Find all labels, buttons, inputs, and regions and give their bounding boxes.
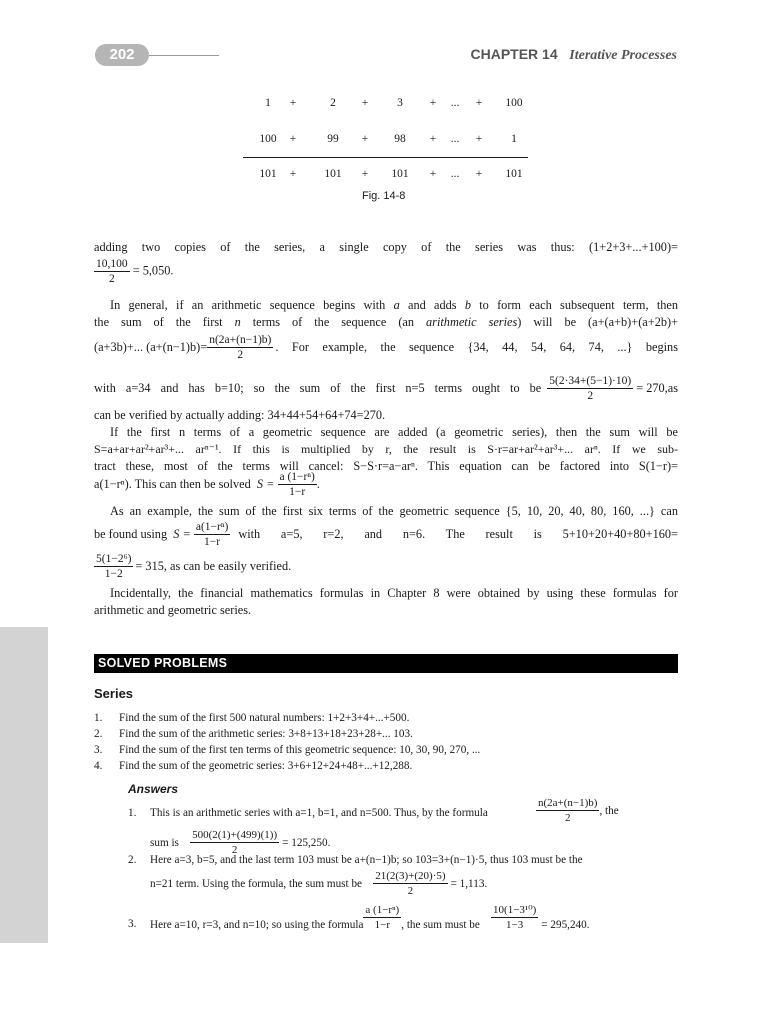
answer-2-text: Here a=3, b=5, and the last term 103 must be a+(n−1)b; so 103=3+(n−1)·5, thus 103 must be the xyxy=(150,854,583,866)
figure-cell: + xyxy=(289,97,297,109)
answer-1-formula: $\frac{n(2a+(n-1)b)}{2}$ , the xyxy=(538,797,619,824)
paragraph-2-line-5: can be verified by actually adding: 34+44+54+64+74=270. xyxy=(94,408,386,422)
figure-cell: ... xyxy=(450,97,460,109)
answer-3-number: 3. xyxy=(128,918,137,930)
figure-cell: 100 xyxy=(259,133,277,145)
figure-cell: + xyxy=(475,168,483,180)
figure-cell: 100 xyxy=(505,97,523,109)
paragraph-4-line-1: As an example, the sum of the first six terms of the geometric sequence {5, 10, 20, 40, 80, 160, ...} can xyxy=(110,504,678,518)
header-rule xyxy=(149,55,219,56)
answers-heading: Answers xyxy=(128,782,179,796)
figure-sum-rule xyxy=(243,157,528,158)
figure-cell: 1 xyxy=(265,97,271,109)
figure-cell: 99 xyxy=(327,133,339,145)
arithmetic-sum-fraction: $\frac{n(2a+(n-1)b)}{2}$ xyxy=(209,334,272,361)
figure-cell: + xyxy=(361,97,369,109)
figure-cell: ... xyxy=(450,133,460,145)
solved-problems-title: SOLVED PROBLEMS xyxy=(98,656,228,670)
side-thumb-tab xyxy=(0,627,48,943)
chapter-title: Iterative Processes xyxy=(569,48,677,63)
paragraph-2-line-4: with a=34 and has b=10; so the sum of the first n=5 terms ought to be $\frac{5(2\cdot 34+(5-1)\cdot 10)}{2}$ = 270, as xyxy=(94,375,678,402)
geometric-formula-fraction: $\frac{\text{a(1−rⁿ)}}{1-r}$ xyxy=(195,521,229,548)
geometric-sum-fraction: $\frac{\text{a (1−rⁿ)}}{1-r}$ xyxy=(279,471,315,498)
figure-cell: 2 xyxy=(330,97,336,109)
paragraph-5-line-1: Incidentally, the financial mathematics formulas in Chapter 8 were obtained by using these formulas for xyxy=(110,586,678,600)
figure-cell: 101 xyxy=(391,168,409,180)
answer-2-formula: n=21 term. Using the formula, the sum must be $\frac{21(2(3)+(20)\cdot 5)}{2}$ = 1,113. xyxy=(150,870,488,897)
answer-2-number: 2. xyxy=(128,854,137,866)
paragraph-5-line-2: arithmetic and geometric series. xyxy=(94,603,252,617)
figure-cell: + xyxy=(361,133,369,145)
figure-row-3 xyxy=(243,168,528,186)
figure-cell: + xyxy=(475,97,483,109)
figure-cell: + xyxy=(429,133,437,145)
figure-cell: 101 xyxy=(505,168,523,180)
figure-cell: + xyxy=(475,133,483,145)
figure-cell: + xyxy=(289,133,297,145)
figure-cell: 98 xyxy=(394,133,406,145)
example-geometric-fraction: $\frac{\text{5(1−2⁶)}}{1-2}$ xyxy=(96,553,132,580)
answer-1-text: This is an arithmetic series with a=1, b=1, and n=500. Thus, by the formula xyxy=(150,807,488,819)
figure-cell: 3 xyxy=(397,97,403,109)
series-heading: Series xyxy=(94,686,134,701)
paragraph-3-line-2: S=a+ar+ar²+ar³+... arⁿ⁻¹. If this is multiplied by r, the result is S·r=ar+ar²+ar³+... arⁿ. If we sub- xyxy=(94,442,678,456)
result-5050: = 5,050. xyxy=(132,263,174,278)
figure-cell: + xyxy=(429,168,437,180)
paragraph-2-line-3: (a+3b)+... (a+(n−1)b)= $\frac{n(2a+(n-1)b)}{2}$ . For example, the sequence {34, 44, 54, 64, 74, ...} begins xyxy=(94,334,678,361)
fraction-10100-over-2: $\frac{10,100}{2}$ xyxy=(96,258,128,285)
figure-row-2 xyxy=(243,133,528,151)
figure-cell: + xyxy=(361,168,369,180)
paragraph-1-line-1: adding two copies of the series, a single copy of the series was thus: (1+2+3+...+100)= xyxy=(94,240,678,254)
answer-1-number: 1. xyxy=(128,807,137,819)
paragraph-4-line-3: $\frac{\text{5(1−2⁶)}}{1-2}$ = 315, as can be easily verified. xyxy=(96,553,292,580)
figure-cell: 1 xyxy=(511,133,517,145)
figure-cell: 101 xyxy=(324,168,342,180)
figure-cell: + xyxy=(289,168,297,180)
paragraph-3-line-1: If the first n terms of a geometric sequence are added (a geometric series), then the sum will be xyxy=(110,425,678,439)
answer-3-text: Here a=10, r=3, and n=10; so using the formula $\frac{\text{a (1−rⁿ)}}{1-r}$ , the sum must be $\frac{\text{10(1−3¹⁰)}}{1-3}$ = 295,240. xyxy=(150,904,590,931)
paragraph-2-line-1: In general, if an arithmetic sequence begins with a and adds b to form each subsequent term, then xyxy=(110,298,678,312)
figure-cell: 101 xyxy=(259,168,277,180)
paragraph-2-line-2: the sum of the first n terms of the sequence (an arithmetic series) will be (a+(a+b)+(a+2b)+ xyxy=(94,315,679,329)
paragraph-3-line-4: a(1−rⁿ). This can then be solved S = $\frac{\text{a (1−rⁿ)}}{1-r}$ . xyxy=(94,471,320,498)
chapter-label: CHAPTER 14 xyxy=(470,46,558,62)
figure-cell: ... xyxy=(450,168,460,180)
figure-cell: + xyxy=(429,97,437,109)
figure-caption: Fig. 14-8 xyxy=(362,190,406,202)
paragraph-1-result xyxy=(94,257,173,286)
page-number: 202 xyxy=(95,44,149,66)
paragraph-4-line-2: be found using S = $\frac{\text{a(1−rⁿ)}}{1-r}$ with a=5, r=2, and n=6. The result is 5+10+20+40+80+160= xyxy=(94,521,678,548)
running-head xyxy=(470,46,677,64)
paragraph-3-line-3: tract these, most of the terms will cancel: S−S·r=a−arⁿ. This equation can be factored into S(1−r)= xyxy=(94,459,678,473)
answer-1-sum: sum is $\frac{500(2(1)+(499)(1))}{2}$ = 125,250. xyxy=(150,829,331,856)
figure-row-1 xyxy=(243,97,528,115)
example-sum-fraction: $\frac{5(2\cdot 34+(5-1)\cdot 10)}{2}$ xyxy=(549,375,632,402)
